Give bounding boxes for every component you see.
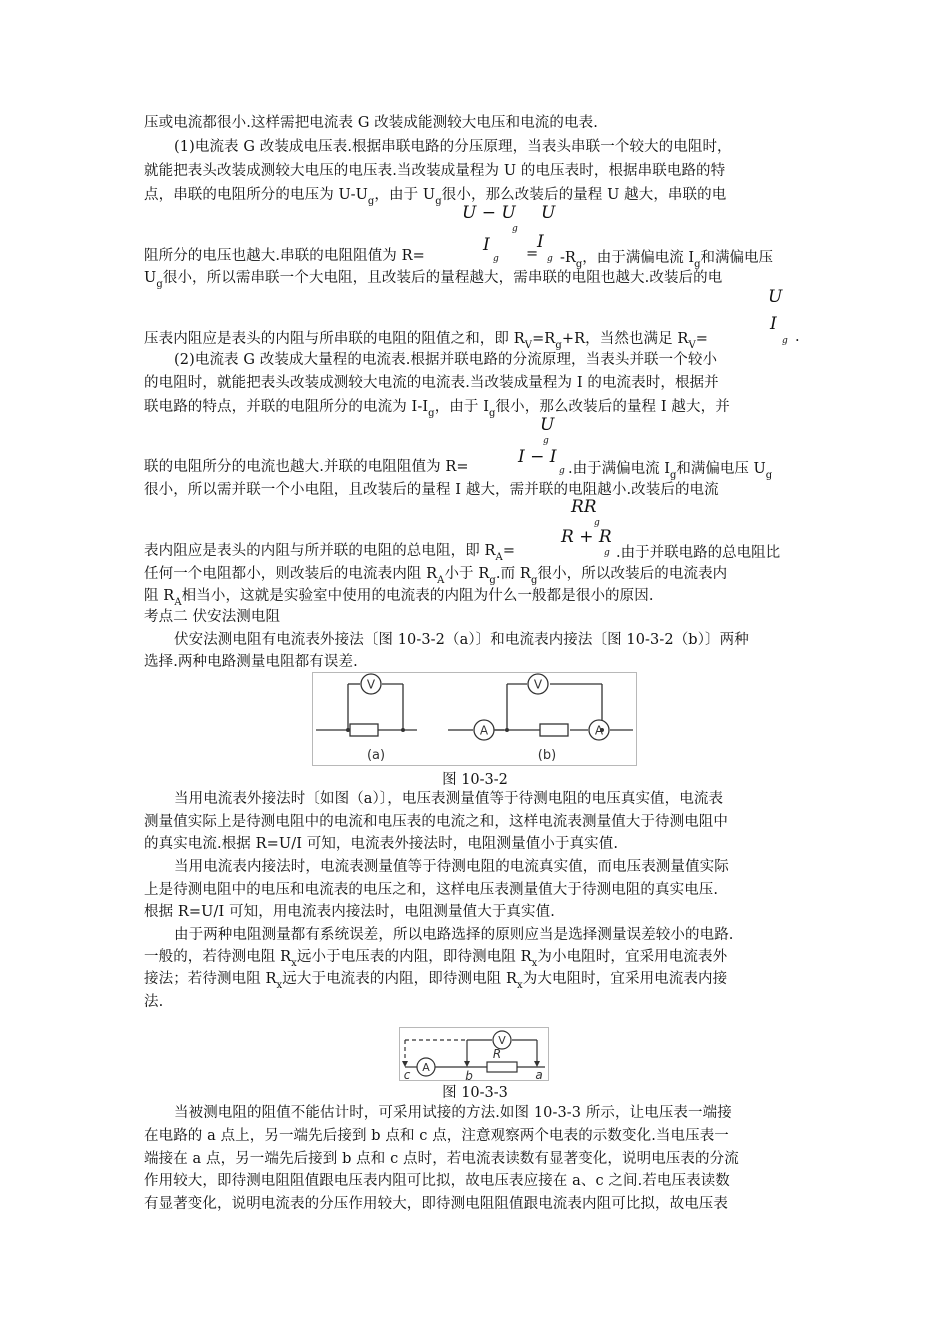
- circuit-figure-10-3-2: [312, 672, 637, 766]
- point-label-a: a: [535, 1068, 543, 1081]
- resistor: [487, 1062, 517, 1072]
- subfigure-label-b: (b): [537, 748, 557, 763]
- formula-subscript: g: [782, 336, 788, 346]
- text-line: 测量值实际上是待测电阻中的电流和电压表的电流之和，这样电流表测量值大于待测电阻中: [144, 814, 728, 830]
- text-line: 法.: [144, 994, 164, 1010]
- text-line: 上是待测电阻中的电压和电流表的电压之和，这样电压表测量值大于待测电阻的真实电压.: [144, 882, 719, 898]
- text-line: 一般的，若待测电阻 $R_x$远小于电压表的内阻，即待测电阻 $R_x$为小电阻时，宜采用电流表外: [144, 949, 728, 969]
- text-line: 的真实电流.根据 R=U/I 可知，电流表外接法时，电阻测量值小于真实值.: [144, 836, 619, 852]
- formula-subscript: g: [493, 254, 499, 264]
- text-line: 阻所分的电压也越大.串联的电阻阻值为 R=: [144, 248, 425, 264]
- text-line: 任何一个电阻都小，则改装后的电流表内阻 $R_A$小于 $R_g$.而 $R_g$很小，所以改装后的电流表内: [144, 566, 728, 586]
- resistor: [540, 724, 568, 736]
- text-line: $U_g$很小，所以需串联一个大电阻，且改装后的量程越大，需串联的电阻也越大.改装后的电: [144, 270, 723, 290]
- section-heading: 考点二 伏安法测电阻: [144, 609, 281, 625]
- text-line: 联电路的特点，并联的电阻所分的电流为 $I-I_g$，由于 $I_g$很小，那么改装后的量程 I 越大，并: [144, 399, 730, 419]
- point-label-b: b: [465, 1069, 473, 1081]
- formula-numerator: U − U: [462, 203, 516, 223]
- figure-caption: 图 10-3-2: [442, 772, 508, 788]
- formula-subscript: g: [604, 548, 610, 558]
- text-line: 伏安法测电阻有电流表外接法〔图 10-3-2（a）〕和电流表内接法〔图 10-3-2（b）〕两种: [174, 632, 749, 648]
- formula-denominator: I: [537, 232, 544, 252]
- text-line: 在电路的 a 点上，另一端先后接到 b 点和 c 点，注意观察两个电表的示数变化.当电压表一: [144, 1128, 729, 1144]
- formula-denominator: R + R: [561, 527, 612, 547]
- meter-label: A: [479, 723, 489, 738]
- text-fragment: .: [795, 329, 800, 345]
- formula-numerator: U: [768, 287, 783, 307]
- text-fragment: .由于并联电路的总电阻比: [616, 545, 781, 561]
- resistor-label: R: [492, 1047, 502, 1061]
- text-line: 压或电流都很小.这样需把电流表 G 改装成能测较大电压和电流的电表.: [144, 115, 598, 131]
- text-line: 联的电阻所分的电流也越大.并联的电阻阻值为 R=: [144, 459, 469, 475]
- resistor: [350, 724, 378, 736]
- formula-subscript: g: [512, 224, 518, 234]
- text-line: 点，串联的电阻所分的电压为 $U-U_g$，由于 $U_g$很小，那么改装后的量程 U 越大，串联的电: [144, 187, 727, 207]
- text-line: 压表内阻应是表头的内阻与所串联的电阻的阻值之和，即 $R_V=R_g+R$，当然也满足 $R_V=$: [144, 331, 709, 351]
- text-line: 的电阻时，就能把表头改装成测较大电流的电流表.当改装成量程为 I 的电流表时，根据并: [144, 375, 719, 391]
- formula-subscript: g: [543, 436, 549, 446]
- text-fragment: .由于满偏电流 $I_g$和满偏电压 $U_g$: [568, 461, 773, 481]
- text-line: 就能把表头改装成测较大电压的电压表.当改装成量程为 U 的电压表时，根据串联电路的特: [144, 163, 726, 179]
- text-line: 选择.两种电路测量电阻都有误差.: [144, 654, 358, 670]
- text-line: 有显著变化，说明电流表的分压作用较大，即待测电阻阻值跟电流表内阻可比拟，故电压表: [144, 1196, 728, 1212]
- formula-subscript: g: [594, 518, 600, 528]
- equals-sign: =: [526, 246, 539, 262]
- formula-numerator: U: [541, 203, 556, 223]
- formula-subscript: g: [547, 254, 553, 264]
- text-line: 接法；若待测电阻 $R_x$远大于电流表的内阻，即待测电阻 $R_x$为大电阻时，宜采用电流表内接: [144, 971, 728, 991]
- formula-denominator: I: [770, 314, 777, 334]
- text-line: 由于两种电阻测量都有系统误差，所以电路选择的原则应当是选择测量误差较小的电路.: [174, 927, 734, 943]
- text-line: 作用较大，即待测电阻阻值跟电压表内阻可比拟，故电压表应接在 a、c 之间.若电压表读数: [144, 1173, 730, 1189]
- text-line: 表内阻应是表头的内阻与所并联的电阻的总电阻，即 $R_A=$: [144, 543, 516, 563]
- formula-numerator: RR: [571, 497, 597, 517]
- formula-numerator: U: [540, 415, 555, 435]
- circuit-figure-10-3-3: [399, 1027, 549, 1081]
- subfigure-label-a: (a): [366, 748, 386, 763]
- text-line: 阻 $R_A$相当小，这就是实验室中使用的电流表的内阻为什么一般都是很小的原因.: [144, 588, 654, 608]
- figure-caption: 图 10-3-3: [442, 1085, 508, 1101]
- formula-denominator: I: [483, 235, 490, 255]
- text-line: 当用电流表外接法时〔如图（a）〕，电压表测量值等于待测电阻的电压真实值，电流表: [174, 791, 724, 807]
- formula-subscript: g: [559, 466, 565, 476]
- text-fragment: $-R_g$，由于满偏电流 $I_g$和满偏电压: [560, 250, 773, 270]
- text-line: 根据 R=U/I 可知，用电流表内接法时，电阻测量值大于真实值.: [144, 904, 555, 920]
- formula-denominator: I − I: [518, 447, 557, 467]
- meter-label: A: [422, 1061, 430, 1074]
- text-line: 端接在 a 点，另一端先后接到 b 点和 c 点时，若电流表读数有显著变化，说明电压表的分流: [144, 1151, 739, 1167]
- text-line: (2)电流表 G 改装成大量程的电流表.根据并联电路的分流原理，当表头并联一个较小: [174, 352, 718, 368]
- meter-label: V: [366, 677, 376, 692]
- meter-label: V: [533, 677, 543, 692]
- text-line: 当用电流表内接法时，电流表测量值等于待测电阻的电流真实值，而电压表测量值实际: [174, 859, 729, 875]
- text-line: 当被测电阻的阻值不能估计时，可采用试接的方法.如图 10-3-3 所示，让电压表一端接: [174, 1105, 732, 1121]
- point-label-c: c: [403, 1068, 411, 1081]
- text-line: (1)电流表 G 改装成电压表.根据串联电路的分压原理，当表头串联一个较大的电阻时，: [174, 139, 732, 155]
- meter-label: A: [594, 723, 604, 738]
- meter-label: V: [498, 1034, 506, 1047]
- text-line: 很小，所以需并联一个小电阻，且改装后的量程 I 越大，需并联的电阻越小.改装后的电流: [144, 482, 719, 498]
